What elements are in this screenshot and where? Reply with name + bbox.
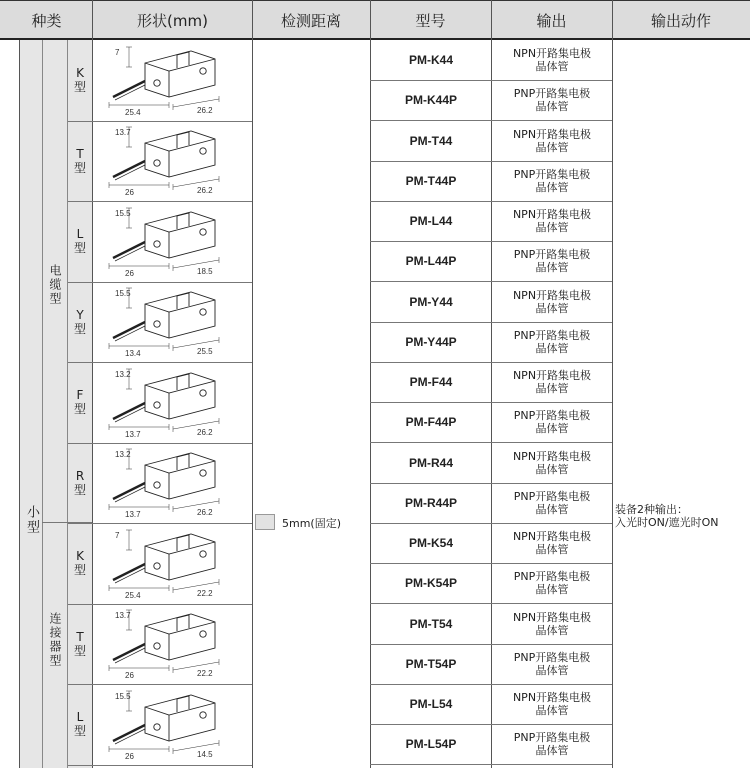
output-type <box>492 121 612 161</box>
sensor-drawing <box>93 363 251 443</box>
output-type-line: NPN开路集电极 <box>512 208 592 221</box>
action-line-1: 装备2种输出： <box>615 503 688 516</box>
dimension-label: 15.5 <box>115 691 131 701</box>
type-label-text: K型 <box>74 549 87 577</box>
output-type-line: PNP开路集电极 <box>513 570 591 584</box>
model-number: PM-T44P <box>405 173 457 188</box>
model-number: PM-Y44 <box>409 294 453 309</box>
model-number: PM-F44P <box>405 415 457 430</box>
output-type-line: 晶体管 <box>535 502 569 516</box>
sensor-drawing <box>93 41 251 121</box>
sensor-drawing <box>93 604 251 684</box>
output-type-line: 晶体管 <box>535 744 569 758</box>
distance-swatch <box>255 514 275 530</box>
size-group-label <box>20 500 42 540</box>
distance-value: 5mm(固定) <box>282 517 342 530</box>
model-number: PM-L44 <box>409 214 453 228</box>
output-type-line: PNP开路集电极 <box>513 650 591 664</box>
dimension-label: 18.5 <box>197 266 213 276</box>
header-action: 输出动作 <box>650 11 711 30</box>
dimension-label: 15.5 <box>115 208 131 218</box>
model-number: PM-Y44P <box>405 334 457 349</box>
output-type <box>492 80 612 120</box>
output-type-line: PNP开路集电极 <box>513 167 591 181</box>
model-number: PM-L54 <box>409 697 453 711</box>
dimension-label: 13.7 <box>115 611 131 620</box>
model-number: PM-R44 <box>408 455 453 470</box>
dimension-label: 25.5 <box>197 347 213 356</box>
dimension-label: 7 <box>115 530 120 540</box>
output-type <box>492 443 612 483</box>
dimension-label: 26.2 <box>197 427 213 437</box>
dimension-label: 25.4 <box>125 590 141 600</box>
type-label <box>68 604 92 684</box>
sensor-drawing <box>93 121 251 201</box>
type-label-text: L型 <box>74 710 87 738</box>
dimension-label: 25.4 <box>125 107 141 117</box>
type-label <box>68 40 92 120</box>
output-type <box>492 241 612 281</box>
output-type <box>492 604 612 644</box>
output-type-line: 晶体管 <box>535 261 569 275</box>
group-label-cable <box>42 240 68 330</box>
output-type <box>492 201 612 241</box>
output-type-line: 晶体管 <box>535 140 569 154</box>
output-type-line: 晶体管 <box>535 301 569 315</box>
type-label-text: L型 <box>74 227 87 255</box>
output-action-text <box>615 503 718 529</box>
output-type-line: 晶体管 <box>535 583 569 597</box>
output-type <box>492 161 612 201</box>
model-number: PM-T44 <box>409 133 453 148</box>
output-type-line: 晶体管 <box>535 100 569 114</box>
model-number: PM-K44P <box>404 93 457 108</box>
group-text-cable: 电缆型 <box>48 264 62 306</box>
dimension-label: 15.5 <box>115 289 131 298</box>
sensor-drawing <box>93 524 251 604</box>
sensor-drawing <box>93 443 251 523</box>
type-label-text: F型 <box>74 388 87 416</box>
output-type-line: NPN开路集电极 <box>512 691 592 704</box>
group-label-connector <box>42 600 68 680</box>
dimension-label: 14.5 <box>197 749 213 759</box>
output-type-line: PNP开路集电极 <box>513 87 591 101</box>
output-type-line: PNP开路集电极 <box>513 731 591 745</box>
output-type-line: NPN开路集电极 <box>512 610 592 624</box>
model-number: PM-F44 <box>409 375 453 389</box>
output-type-line: 晶体管 <box>535 382 569 395</box>
dimension-label: 13.2 <box>115 450 131 459</box>
dimension-label: 22.2 <box>197 669 213 678</box>
output-type-line: 晶体管 <box>535 180 569 194</box>
header-shape: 形状(mm) <box>137 11 208 30</box>
type-label-text: Y型 <box>74 307 87 336</box>
type-label <box>68 523 92 603</box>
action-line-2: 入光时ON/遮光时ON <box>615 516 719 529</box>
model-number: PM-L44P <box>405 254 457 269</box>
type-label-text: K型 <box>74 66 87 94</box>
output-type-line: 晶体管 <box>535 462 569 476</box>
output-type-line: NPN开路集电极 <box>512 288 592 302</box>
output-type-line: NPN开路集电极 <box>512 47 592 60</box>
sensor-drawing <box>93 202 251 282</box>
type-label <box>68 443 92 523</box>
dimension-label: 13.2 <box>115 369 131 379</box>
output-type-line: 晶体管 <box>535 663 569 677</box>
dimension-label: 26 <box>125 671 134 680</box>
output-type <box>492 563 612 603</box>
output-type <box>492 724 612 764</box>
dimension-label: 22.2 <box>197 588 213 598</box>
output-type <box>492 362 612 402</box>
sensor-drawing <box>93 282 251 362</box>
output-type-line: PNP开路集电极 <box>513 328 591 342</box>
type-label-text: T型 <box>74 629 87 658</box>
type-label-text: R型 <box>74 468 87 497</box>
size-column <box>20 40 42 768</box>
model-number: PM-T54 <box>409 616 453 631</box>
output-type-line: 晶体管 <box>535 221 569 234</box>
output-type <box>492 483 612 523</box>
group-text-connector: 连接器型 <box>48 612 62 668</box>
output-type-line: NPN开路集电极 <box>512 369 592 382</box>
type-label <box>68 684 92 764</box>
table-header <box>0 0 750 40</box>
type-label <box>68 362 92 442</box>
output-type-line: 晶体管 <box>535 341 569 355</box>
output-type-line: NPN开路集电极 <box>512 127 592 141</box>
type-label <box>68 121 92 201</box>
model-number: PM-L54P <box>405 737 457 752</box>
type-label <box>68 282 92 362</box>
model-number: PM-R44P <box>404 495 457 510</box>
dimension-label: 13.7 <box>115 128 131 137</box>
size-group-text: 小型 <box>24 505 39 535</box>
output-type-line: 晶体管 <box>535 623 569 637</box>
dimension-label: 26 <box>125 268 134 278</box>
dimension-label: 26.2 <box>197 186 213 195</box>
output-type <box>492 322 612 362</box>
dimension-label: 7 <box>115 47 120 57</box>
dimension-label: 13.7 <box>125 510 141 519</box>
output-type-line: 晶体管 <box>535 422 569 436</box>
output-type <box>492 684 612 724</box>
dimension-label: 13.7 <box>125 429 141 439</box>
output-type <box>492 402 612 442</box>
type-label <box>68 201 92 281</box>
model-number: PM-K54P <box>404 576 457 591</box>
output-type <box>492 40 612 80</box>
model-number: PM-K54 <box>408 536 453 550</box>
output-type-line: NPN开路集电极 <box>512 449 592 463</box>
model-number: PM-T54P <box>405 656 457 671</box>
output-type-line: PNP开路集电极 <box>513 489 591 503</box>
dimension-label: 13.4 <box>125 349 141 358</box>
model-number: PM-K44 <box>408 53 453 67</box>
output-type-line: PNP开路集电极 <box>513 409 591 423</box>
output-type-line: PNP开路集电极 <box>513 248 591 262</box>
header-distance: 检测距离 <box>280 11 341 30</box>
type-label-text: T型 <box>74 146 87 175</box>
sensor-drawing <box>93 685 251 765</box>
header-model: 型号 <box>415 11 446 30</box>
dimension-label: 26.2 <box>197 508 213 517</box>
dimension-label: 26.2 <box>197 105 213 115</box>
header-category: 种类 <box>31 11 62 30</box>
output-type <box>492 282 612 322</box>
output-type-line: 晶体管 <box>535 543 569 556</box>
output-type-line: 晶体管 <box>535 60 569 73</box>
dimension-label: 26 <box>125 751 134 761</box>
dimension-label: 26 <box>125 188 134 197</box>
output-type-line: NPN开路集电极 <box>512 530 592 543</box>
output-type <box>492 644 612 684</box>
output-type <box>492 523 612 563</box>
output-type-line: 晶体管 <box>535 704 569 717</box>
header-output: 输出 <box>536 11 567 30</box>
